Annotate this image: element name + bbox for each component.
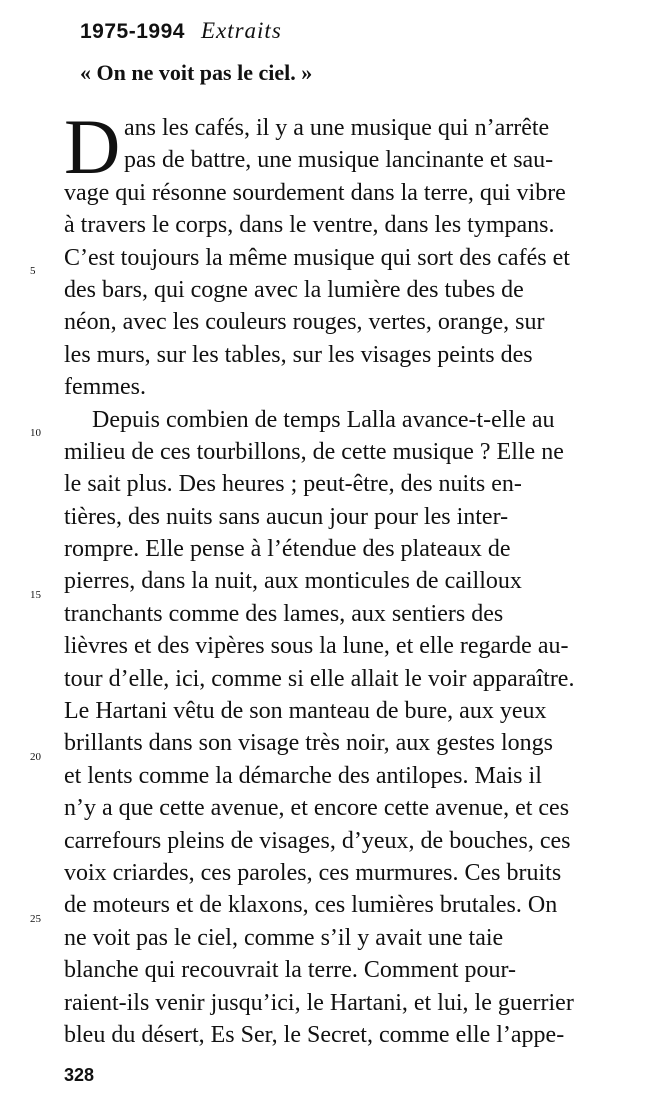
text-line: lièvres et des vipères sous la lune, et elle regarde au- xyxy=(64,633,569,660)
text-line: et lents comme la démarche des antilopes. Mais il xyxy=(64,762,542,789)
text-line: Depuis combien de temps Lalla avance-t-elle au xyxy=(92,406,555,433)
text-line: des bars, qui cogne avec la lumière des tubes de xyxy=(64,276,524,303)
line-number: 5 xyxy=(30,265,36,277)
text-line: ne voit pas le ciel, comme s’il y avait une taie xyxy=(64,924,504,951)
line-number: 15 xyxy=(30,589,41,601)
text-line: femmes. xyxy=(64,374,146,401)
text-line: vage qui résonne sourdement dans la terre, qui vibre xyxy=(64,179,566,206)
text-line: les murs, sur les tables, sur les visages peints des xyxy=(64,341,533,368)
text-line: raient-ils venir jusqu’ici, le Hartani, et lui, le guerrier xyxy=(64,989,574,1016)
text-line: à travers le corps, dans le ventre, dans les tympans. xyxy=(64,212,555,239)
running-header xyxy=(80,16,282,47)
header-section: Extraits xyxy=(200,18,282,43)
body-text xyxy=(64,103,624,1051)
text-line: ans les cafés, il y a une musique qui n’arrête xyxy=(124,115,550,141)
page-number: 328 xyxy=(64,1065,95,1085)
text-line: pierres, dans la nuit, aux monticules de cailloux xyxy=(64,568,522,595)
text-line: tour d’elle, ici, comme si elle allait le voir apparaître. xyxy=(64,665,575,692)
text-line: n’y a que cette avenue, et encore cette avenue, et ces xyxy=(64,795,570,822)
text-line: rompre. Elle pense à l’étendue des plateaux de xyxy=(64,536,511,563)
text-line: bleu du désert, Es Ser, le Secret, comme elle l’appe- xyxy=(64,1021,565,1048)
text-line: de moteurs et de klaxons, ces lumières brutales. On xyxy=(64,892,558,919)
text-line: milieu de ces tourbillons, de cette musique ? Elle ne xyxy=(64,438,564,465)
text-line: Le Hartani vêtu de son manteau de bure, aux yeux xyxy=(64,698,547,725)
chapter-subtitle: « On ne voit pas le ciel. » xyxy=(80,60,313,85)
line-number: 20 xyxy=(30,751,41,763)
drop-cap: D xyxy=(64,103,121,190)
header-years: 1975-1994 xyxy=(80,20,185,43)
text-line: C’est toujours la même musique qui sort des cafés et xyxy=(64,244,570,271)
text-line: néon, avec les couleurs rouges, vertes, orange, sur xyxy=(64,309,545,336)
text-line: carrefours pleins de visages, d’yeux, de bouches, ces xyxy=(64,827,571,854)
line-number: 10 xyxy=(30,427,41,439)
text-line: pas de battre, une musique lancinante et sau- xyxy=(124,147,554,174)
text-line: tranchants comme des lames, aux sentiers des xyxy=(64,600,504,627)
text-line: brillants dans son visage très noir, aux gestes longs xyxy=(64,730,553,757)
text-line: voix criardes, ces paroles, ces murmures. Ces bruits xyxy=(64,859,562,886)
line-number: 25 xyxy=(30,913,41,925)
text-line: le sait plus. Des heures ; peut-être, des nuits en- xyxy=(64,471,522,498)
text-line: blanche qui recouvrait la terre. Comment pour- xyxy=(64,957,517,984)
text-line: tières, des nuits sans aucun jour pour les inter- xyxy=(64,503,509,530)
